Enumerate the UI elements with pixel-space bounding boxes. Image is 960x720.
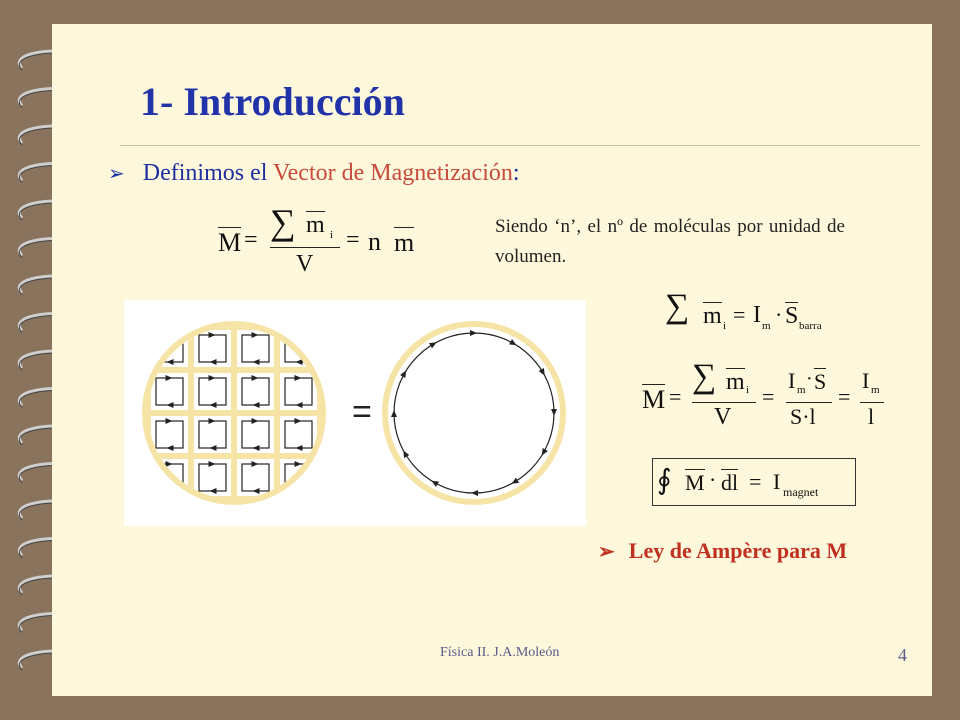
ampere-law-equation-box <box>652 458 856 506</box>
eq1-equals-2: = <box>346 227 360 253</box>
eq2-equals: = <box>733 302 746 327</box>
note-text: Siendo ‘n’, el nº de moléculas por unidad de volumen. <box>495 216 845 267</box>
eq3-frac2-bar <box>786 402 832 403</box>
eq3-frac1-bar <box>692 402 756 403</box>
bullet-ampere-law <box>598 538 847 564</box>
page-number: 4 <box>898 645 907 665</box>
eq2-I-sub: m <box>762 320 771 332</box>
eq4-dot: · <box>709 467 717 492</box>
eq4-M: M <box>685 470 705 495</box>
eq3-equals-3: = <box>838 384 851 409</box>
eq3-f3-I: I <box>862 368 870 393</box>
equation-magnetization <box>218 202 428 285</box>
bullet-highlight: Vector de Magnetización <box>272 160 513 186</box>
eq1-fraction-bar <box>270 247 340 248</box>
eq3-f2-S: S <box>814 369 827 394</box>
eq2-sum-symbol: ∑ <box>665 288 690 325</box>
equation-magnetization-current <box>642 360 887 440</box>
eq3-equals: = <box>669 384 682 409</box>
bullet-suffix: : <box>512 160 520 186</box>
eq4-integral: ∮ <box>657 465 672 496</box>
eq2-m-sub: i <box>723 320 727 332</box>
eq2-S-sub: barra <box>799 320 822 332</box>
eq4-dl: dl <box>721 470 739 495</box>
eq3-num-sub: i <box>746 384 750 396</box>
eq3-den-V: V <box>714 404 732 430</box>
law-text: Ley de Ampère para M <box>628 538 848 563</box>
eq3-f3-I-sub: m <box>871 384 880 396</box>
eq1-lhs-M: M <box>218 228 242 257</box>
bullet-definition <box>108 160 520 187</box>
eq3-f3-den: l <box>868 404 875 429</box>
eq3-lhs-M: M <box>642 385 666 414</box>
eq2-I: I <box>753 302 761 328</box>
law-arrow-icon: ➢ <box>598 541 615 563</box>
eq3-f2-I-sub: m <box>797 384 806 396</box>
eq1-sum-symbol: ∑ <box>270 202 296 242</box>
eq1-num-sub: i <box>330 229 334 241</box>
eq1-rhs-n: n <box>368 227 381 256</box>
eq1-den-V: V <box>296 251 314 277</box>
bullet-prefix: Definimos el <box>142 160 273 186</box>
eq2-m: m <box>703 303 722 329</box>
equation-sum-moments <box>665 288 865 338</box>
eq3-sum-symbol: ∑ <box>692 358 717 395</box>
eq4-I-sub: magnet <box>783 485 819 499</box>
figure-equals-sign: = <box>352 393 372 431</box>
eq4-equals: = <box>749 469 762 494</box>
magnetization-figure <box>124 300 586 526</box>
current-loops-diagram <box>124 300 586 526</box>
eq1-num-m: m <box>306 212 325 238</box>
eq2-dot: · <box>775 302 783 327</box>
slide-title: 1- Introducción <box>140 79 405 124</box>
footer-author: Física II. J.A.Moleón <box>440 645 560 660</box>
eq3-num-m: m <box>726 369 745 395</box>
eq4-I: I <box>773 469 781 494</box>
eq3-f2-dot: · <box>806 368 813 390</box>
eq3-f2-I: I <box>788 368 796 393</box>
eq3-equals-2: = <box>762 384 775 409</box>
eq1-equals: = <box>244 227 258 253</box>
title-divider <box>120 145 920 146</box>
eq2-S: S <box>785 303 799 329</box>
eq3-frac3-bar <box>860 402 884 403</box>
eq1-rhs-m: m <box>394 228 415 257</box>
bullet-arrow-icon: ➢ <box>108 163 125 185</box>
eq3-f2-den: S·l <box>790 404 816 429</box>
